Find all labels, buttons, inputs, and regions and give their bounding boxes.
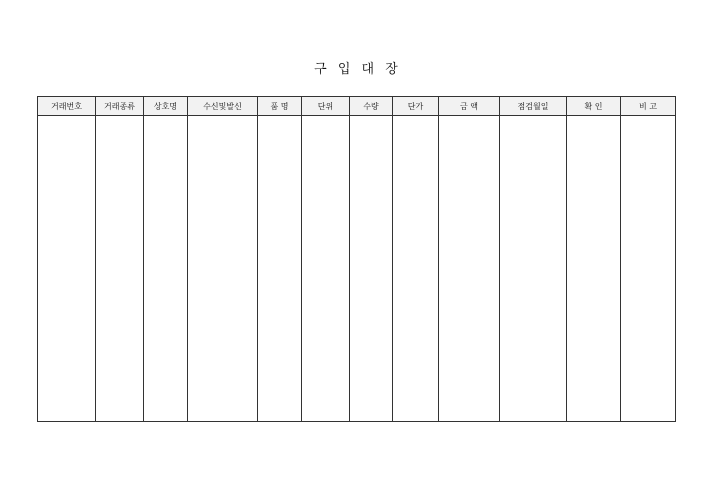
column-header-amount: 금 액	[439, 97, 500, 116]
column-header-unit-price: 단가	[393, 97, 439, 116]
column-header-quantity: 수량	[350, 97, 393, 116]
column-header-item-name: 품 명	[258, 97, 302, 116]
table-cell[interactable]	[350, 116, 393, 422]
table-cell[interactable]	[621, 116, 676, 422]
table-cell[interactable]	[567, 116, 621, 422]
purchase-ledger-table	[37, 96, 676, 422]
table-cell[interactable]	[188, 116, 258, 422]
table-cell[interactable]	[393, 116, 439, 422]
column-header-transaction-type: 거래종류	[96, 97, 144, 116]
column-header-confirmation: 확 인	[567, 97, 621, 116]
table-cell[interactable]	[439, 116, 500, 422]
table-cell[interactable]	[38, 116, 96, 422]
document-title: 구 입 대 장	[314, 62, 399, 77]
column-header-company-name: 상호명	[144, 97, 188, 116]
column-header-transaction-number: 거래번호	[38, 97, 96, 116]
table-cell[interactable]	[302, 116, 350, 422]
table-cell[interactable]	[258, 116, 302, 422]
table-cell[interactable]	[144, 116, 188, 422]
table-cell[interactable]	[500, 116, 567, 422]
column-header-inspection-date: 점검월일	[500, 97, 567, 116]
column-header-remarks: 비 고	[621, 97, 676, 116]
column-header-received-sent: 수신및발신	[188, 97, 258, 116]
header-row	[38, 97, 676, 116]
table-body-row	[38, 116, 676, 422]
table-cell[interactable]	[96, 116, 144, 422]
column-header-unit: 단위	[302, 97, 350, 116]
